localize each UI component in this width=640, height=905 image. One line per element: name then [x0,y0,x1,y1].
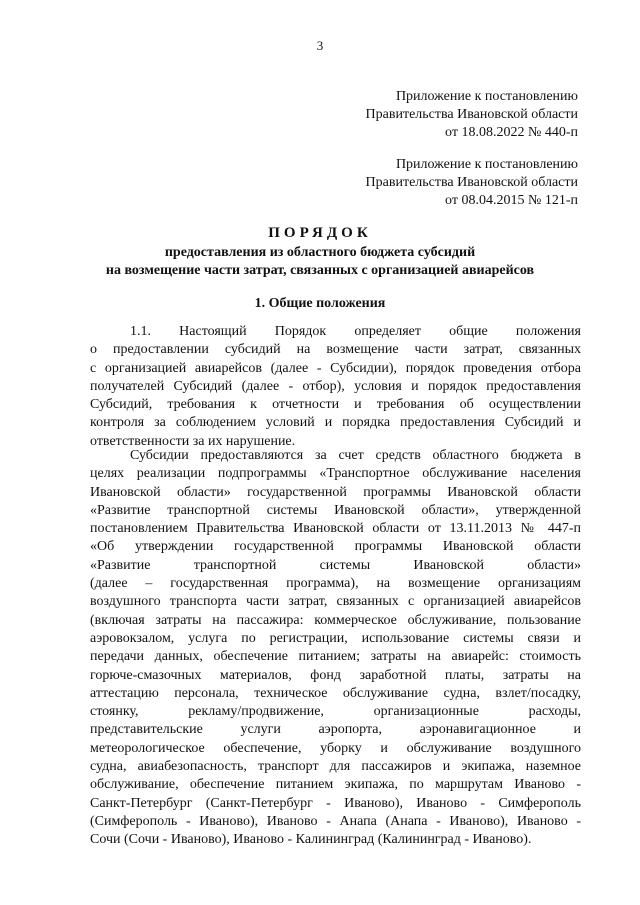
document-title: ПОРЯДОК [268,225,372,241]
paragraph-1 [90,323,581,451]
paragraph-line: 1.1. Настоящий Порядок определяет общие положения [130,324,581,339]
paragraph-line: «Развитие транспортной системы Ивановской области», утвержденной [90,502,581,518]
subtitle-line: на возмещение части затрат, связанных с организацией авиарейсов [105,263,535,278]
appendix-original-line: от 08.04.2015 № 121-п [445,193,578,208]
paragraph-line: (Симферополь - Иваново), Иваново - Анапа (Анапа - Иваново), Иваново - [90,813,581,829]
paragraph-line: с организацией авиарейсов (далее - Субсидии), порядок проведения отбора [90,360,581,376]
paragraph-line: целях реализации подпрограммы «Транспортное обслуживание населения [90,466,581,482]
paragraph-line: о предоставлении субсидий на возмещение части затрат, связанных [90,342,581,358]
appendix-original-line: Правительства Ивановской области [365,175,578,190]
document-subtitle [0,244,640,280]
appendix-original-line: Приложение к постановлению [395,157,578,172]
paragraph-line: Ивановской области» государственной программы Ивановской области [90,484,581,500]
paragraph-line: метеорологическое обеспечение, уборку и обслуживание воздушного [90,740,581,756]
paragraph-line: представительские услуги аэропорта, аэронавигационное и [90,722,581,738]
paragraph-line: (включая затраты на пассажира: коммерческое обслуживание, пользование [90,612,581,628]
appendix-original [366,156,578,210]
paragraph-line: аттестацию персонала, техническое обслуживание судна, взлет/посадку, [90,685,581,701]
paragraph-line: Субсидии предоставляются за счет средств областного бюджета в [130,448,581,463]
appendix-current-line: от 18.08.2022 № 440-п [445,125,578,140]
paragraph-2 [90,447,581,850]
paragraph-line: воздушного транспорта части затрат, связанных с организацией авиарейсов [90,594,581,610]
page-number: 3 [316,38,324,53]
appendix-current-line: Правительства Ивановской области [365,107,578,122]
subtitle-line: предоставления из областного бюджета субсидий [164,245,476,260]
paragraph-line: контроля за соблюдением условий и порядка предоставления Субсидий и [90,415,581,431]
paragraph-line: обслуживание, обеспечение питанием экипажа, по маршрутам Иваново - [90,777,581,793]
paragraph-line: получателей Субсидий (далее - отбор), условия и порядок предоставления [90,378,581,394]
paragraph-line: Санкт-Петербург (Санкт-Петербург - Иваново), Иваново - Симферополь [90,795,581,811]
paragraph-line: передачи данных, обеспечение питанием; затраты на авиарейс: стоимость [90,649,581,665]
paragraph-line: «Развитие транспортной системы Ивановской области» [90,557,581,573]
paragraph-line: ответственности за их нарушение. [90,433,296,449]
paragraph-line: (далее – государственная программа), на возмещение организациям [90,576,581,592]
paragraph-line: Субсидий, требования к отчетности и требования об осуществлении [90,397,581,413]
paragraph-line: стоянку, рекламу/продвижение, организационные расходы, [90,704,581,720]
appendix-current [366,88,578,142]
paragraph-line: «Об утверждении государственной программы Ивановской области [90,539,581,555]
paragraph-line: постановлением Правительства Ивановской области от 13.11.2013 № 447-п [90,521,581,537]
paragraph-line: судна, авиабезопасность, транспорт для пассажиров и экипажа, наземное [90,759,581,775]
appendix-current-line: Приложение к постановлению [395,89,578,104]
paragraph-line: Сочи (Сочи - Иваново), Иваново - Калининград (Калининград - Иваново). [90,832,532,848]
paragraph-line: горюче-смазочных материалов, фонд заработной платы, затраты на [90,667,581,683]
paragraph-line: аэровокзалом, услуга по регистрации, использование системы связи и [90,630,581,646]
section-heading: 1. Общие положения [254,296,386,311]
